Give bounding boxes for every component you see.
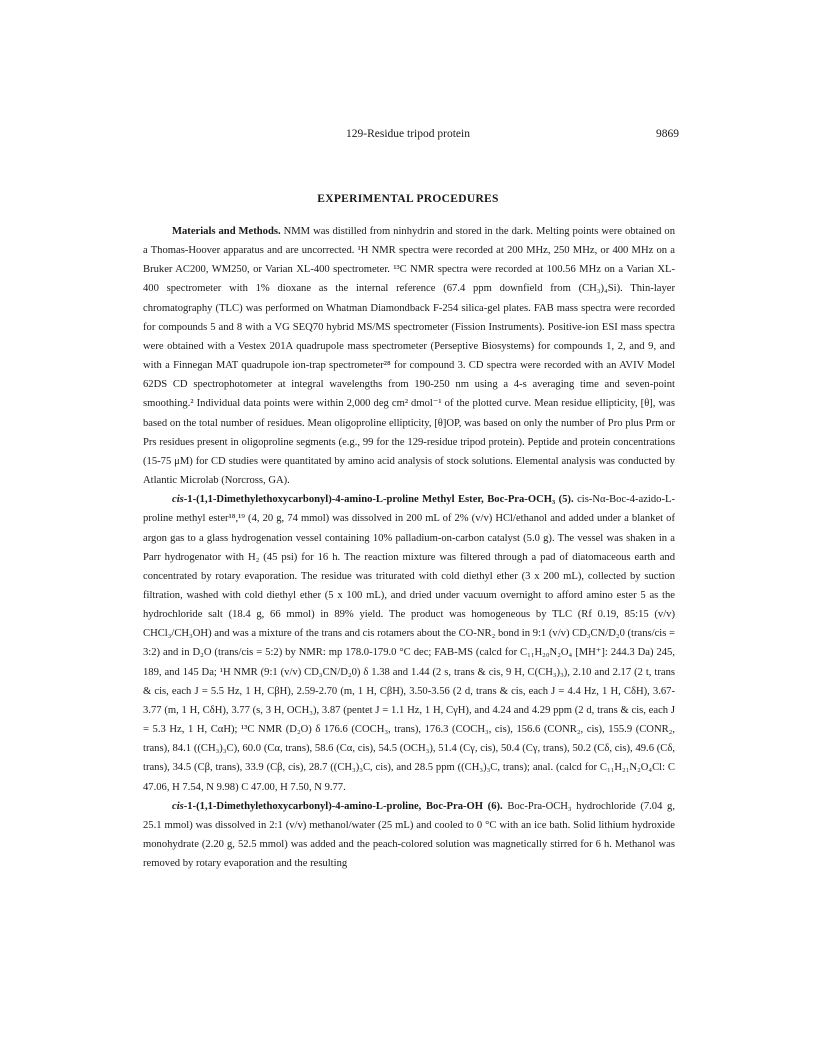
paragraph-body: cis-Nα-Boc-4-azido-L-proline methyl ester¹⁸,¹⁹ (4, 20 g, 74 mmol) was dissolved in 200 mL of 2% (v/v) HCl/ethanol and added under a blanket of argon gas to a glass hydrogenation vessel containing 10% palladium-on-carbon catalyst (5.0 g). The vessel was shaken in a Parr hydrogenator with H₂ (45 psi) for 16 h. The reaction mixture was filtered through a pad of diatomaceous earth and concentrated by rotary evaporation. The residue was triturated with cold diethyl ether (3 x 200 mL), collected by suction filtration, washed with cold diethyl ether (5 x 100 mL), and dried under vacuum overnight to afford amino ester 5 as the hydrochloride salt (18.4 g, 66 mmol) in 89% yield. The product was homogeneous by TLC (Rf 0.19, 85:15 (v/v) CHCl₃/CH₃OH) and was a mixture of the trans and cis rotamers about the CO-NR₂ bond in 9:1 (v/v) CD₃CN/D₂0 (trans/cis = 3:2) and in D₂O (trans/cis = 5:2) by NMR: mp 178.0-179.0 °C dec; FAB-MS (calcd for C₁₁H₂₀N₂O₄ [MH⁺]: 244.3 Da) 245, 189, and 145 Da; ¹H NMR (9:1 (v/v) CD₃CN/D₂0) δ 1.38 and 1.44 (2 s, trans & cis, 9 H, C(CH₃)₃), 2.10 and 2.17 (2 t, trans & cis, each J = 5.5 Hz, 1 H, CβH), 2.59-2.70 (m, 1 H, CβH), 3.50-3.56 (2 d, trans & cis, each J = 4.4 Hz, 1 H, CδH), 3.67-3.77 (m, 1 H, CδH), 3.77 (s, 3 H, OCH₃), 3.87 (pentet J = 1.1 Hz, 1 H, CγH), and 4.24 and 4.29 ppm (2 d, trans & cis, each J = 5.3 Hz, 1 H, CαH); ¹³C NMR (D₂O) δ 176.6 (COCH₃, trans), 176.3 (COCH₃, cis), 156.6 (CONR₂, cis), 155.9 (CONR₂, trans), 84.1 ((CH₃)₃C), 60.0 (Cα, trans), 58.6 (Cα, cis), 54.5 (OCH₃), 51.4 (Cγ, cis), 50.4 (Cγ, trans), 50.2 (Cδ, cis), 49.6 (Cδ, trans), 34.5 (Cβ, trans), 33.9 (Cβ, cis), 28.7 ((CH₃)₃C, cis), and 28.5 ppm ((CH₃)₃C, trans); anal. (calcd for C₁₁H₂₁N₂O₄Cl: C 47.06, H 7.54, N 9.98) C 47.00, H 7.50, N 9.77. [143, 494, 675, 793]
paragraph-run-in-italic: cis [172, 494, 184, 506]
paragraph-run-in-heading: Materials and Methods. [172, 226, 281, 237]
paragraph-body: Boc-Pra-OCH₃ hydrochloride (7.04 g, 25.1 mmol) was dissolved in 2:1 (v/v) methanol/water (25 mL) and cooled to 0 °C with an ice bath. Solid lithium hydroxide monohydrate (2.20 g, 52.5 mmol) was added and the peach-colored solution was magnetically stirred for 6 h. Methanol was removed by rotary evaporation and the resulting [143, 800, 675, 870]
section-heading: EXPERIMENTAL PROCEDURES [317, 193, 499, 205]
running-title: 129-Residue tripod protein [346, 128, 470, 140]
paragraph-run-in-heading [172, 801, 503, 812]
running-header [0, 128, 816, 148]
paragraph-run-in-text: -1-(1,1-Dimethylethoxycarbonyl)-4-amino-L-proline, Boc-Pra-OH (6). [183, 800, 503, 812]
paragraph-compound-5 [143, 490, 675, 797]
page-number: 9869 [656, 128, 679, 140]
body-text [143, 222, 675, 873]
paragraph-materials-methods [143, 222, 675, 490]
paragraph-run-in-italic: cis [172, 800, 184, 812]
paragraph-body: NMM was distilled from ninhydrin and stored in the dark. Melting points were obtained on a Thomas-Hoover apparatus and are uncorrected. ¹H NMR spectra were recorded at 200 MHz, 250 MHz, or 400 MHz on a Bruker AC200, WM250, or Varian XL-400 spectrometer. ¹³C NMR spectra were recorded at 100.56 MHz on a Varian XL-400 spectrometer with 1% dioxane as the internal reference (67.4 ppm downfield from (CH₃)₄Si). Thin-layer chromatography (TLC) was performed on Whatman Diamondback F-254 silica-gel plates. FAB mass spectra were recorded for compounds 5 and 8 with a VG SEQ70 hybrid MS/MS spectrometer (Fission Instruments). Positive-ion ESI mass spectra were obtained with a Vestex 201A quadrupole mass spectrometer (Perseptive Biosystems) for compounds 1, 2, and 9, and with a Finnegan MAT quadrupole ion-trap spectrometer²⁸ for compound 3. CD spectra were recorded with an AVIV Model 62DS CD spectrophotometer at integral wavelengths from 190-250 nm using a 4-s averaging time and seven-point smoothing.² Individual data points were within 2,000 deg cm² dmol⁻¹ of the plotted curve. Mean residue ellipticity, [θ], was based on the total number of residues. Mean oligoproline ellipticity, [θ]OP, was based on only the number of Pro plus Prm or Prs residues present in oligoproline segments (e.g., 99 for the 129-residue tripod protein). Peptide and protein concentrations (15-75 μM) for CD studies were quantitated by amino acid analysis of stock solutions. Elemental analysis was conducted by Atlantic Microlab (Norcross, GA). [143, 226, 675, 487]
paragraph-run-in-text: -1-(1,1-Dimethylethoxycarbonyl)-4-amino-L-proline Methyl Ester, Boc-Pra-OCH₃ (5). [183, 494, 574, 506]
paragraph-compound-6 [143, 797, 675, 874]
paragraph-run-in-heading [172, 494, 574, 505]
